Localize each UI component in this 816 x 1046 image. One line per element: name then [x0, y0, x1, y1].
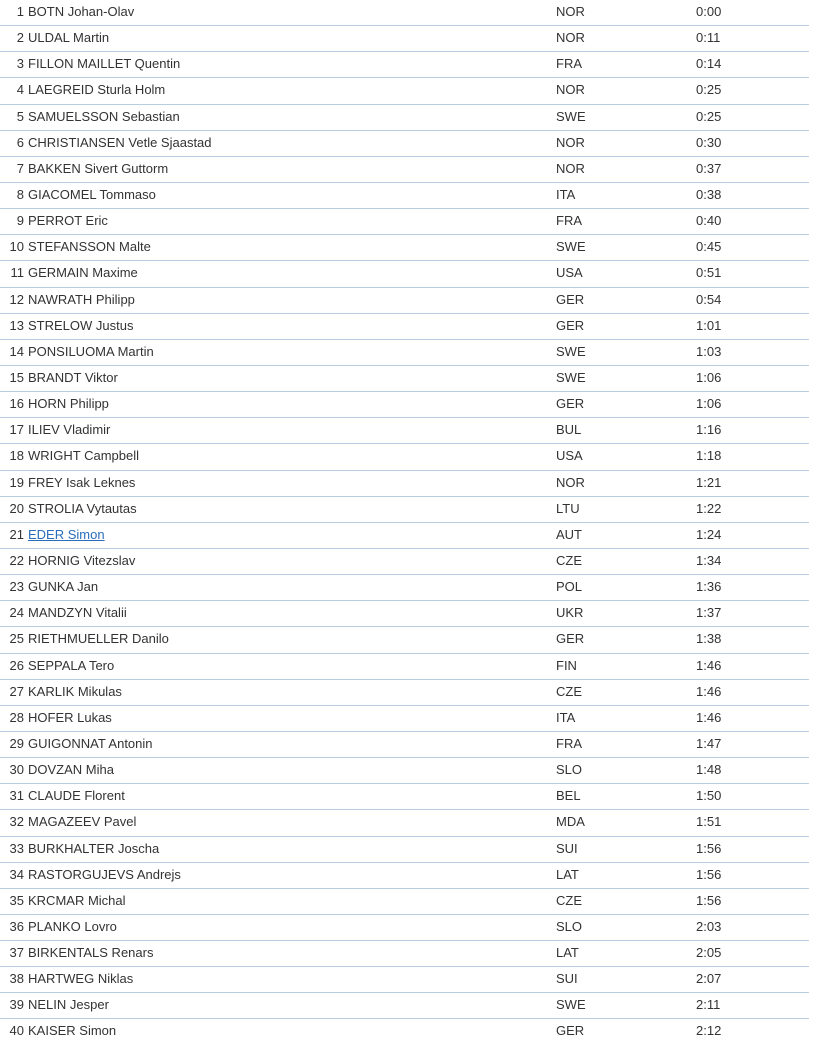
- athlete-name: MANDZYN Vitalii: [28, 605, 127, 621]
- athlete-name: GUIGONNAT Antonin: [28, 735, 153, 751]
- time-behind: 2:05: [696, 945, 722, 961]
- rank: 10: [9, 239, 24, 255]
- rank: 34: [9, 866, 24, 882]
- time-behind: 0:25: [696, 82, 722, 98]
- time-behind: 1:46: [696, 683, 722, 699]
- athlete-name: GUNKA Jan: [28, 579, 99, 595]
- result-row: [0, 0, 809, 26]
- rank: 33: [9, 840, 24, 856]
- result-row: [0, 131, 809, 157]
- nation-code: CZE: [556, 892, 582, 908]
- result-row: [0, 392, 809, 418]
- result-row: [0, 314, 809, 340]
- athlete-name: WRIGHT Campbell: [28, 448, 140, 464]
- time-behind: 1:38: [696, 631, 722, 647]
- nation-code: MDA: [556, 814, 585, 830]
- time-behind: 0:25: [696, 108, 722, 124]
- result-row: [0, 78, 809, 104]
- time-behind: 1:51: [696, 814, 722, 830]
- result-row: [0, 288, 809, 314]
- time-behind: 2:07: [696, 971, 722, 987]
- nation-code: LTU: [556, 500, 580, 516]
- athlete-name: HORNIG Vitezslav: [28, 552, 136, 568]
- time-behind: 1:22: [696, 500, 722, 516]
- time-behind: 0:00: [696, 4, 722, 19]
- rank: 20: [9, 500, 24, 516]
- athlete-name: NAWRATH Philipp: [28, 291, 135, 307]
- nation-code: GER: [556, 1023, 585, 1039]
- rank: 7: [16, 160, 24, 176]
- time-behind: 1:24: [696, 526, 722, 542]
- rank: 1: [16, 4, 24, 19]
- athlete-name: PONSILUOMA Martin: [28, 343, 154, 359]
- result-row: [0, 1019, 809, 1045]
- time-behind: 1:06: [696, 369, 722, 385]
- athlete-name: RASTORGUJEVS Andrejs: [28, 866, 181, 882]
- nation-code: POL: [556, 579, 583, 595]
- time-behind: 1:16: [696, 422, 722, 438]
- result-row: [0, 26, 809, 52]
- time-behind: 1:47: [696, 735, 722, 751]
- result-row: [0, 810, 809, 836]
- athlete-link[interactable]: EDER Simon: [28, 526, 105, 542]
- athlete-name: LAEGREID Sturla Holm: [28, 82, 166, 98]
- result-row: [0, 732, 809, 758]
- result-row: [0, 418, 809, 444]
- athlete-name: PERROT Eric: [28, 213, 108, 229]
- rank: 5: [16, 108, 24, 124]
- rank: 13: [9, 317, 24, 333]
- time-behind: 1:03: [696, 343, 722, 359]
- nation-code: SWE: [556, 343, 586, 359]
- rank: 22: [9, 552, 24, 568]
- athlete-name: [28, 523, 105, 547]
- rank: 14: [9, 343, 24, 359]
- athlete-name: SAMUELSSON Sebastian: [28, 108, 180, 124]
- rank: 23: [9, 579, 24, 595]
- rank: 9: [16, 213, 24, 229]
- nation-code: LAT: [556, 866, 579, 882]
- rank: 27: [9, 683, 24, 699]
- time-behind: 1:46: [696, 657, 722, 673]
- rank: 25: [9, 631, 24, 647]
- result-row: [0, 993, 809, 1019]
- nation-code: NOR: [556, 160, 585, 176]
- rank: 31: [9, 788, 24, 804]
- rank: 3: [16, 56, 24, 72]
- rank: 15: [9, 369, 24, 385]
- athlete-name: CLAUDE Florent: [28, 788, 125, 804]
- result-row: [0, 261, 809, 287]
- athlete-name: BURKHALTER Joscha: [28, 840, 160, 856]
- athlete-name: ILIEV Vladimir: [28, 422, 111, 438]
- athlete-name: MAGAZEEV Pavel: [28, 814, 137, 830]
- time-behind: 0:37: [696, 160, 722, 176]
- athlete-name: STRELOW Justus: [28, 317, 134, 333]
- time-behind: 1:18: [696, 448, 722, 464]
- nation-code: GER: [556, 631, 585, 647]
- rank: 36: [9, 918, 24, 934]
- rank: 39: [9, 997, 24, 1013]
- athlete-name: BRANDT Viktor: [28, 369, 118, 385]
- result-row: [0, 706, 809, 732]
- nation-code: FRA: [556, 213, 582, 229]
- rank: 32: [9, 814, 24, 830]
- nation-code: SWE: [556, 997, 586, 1013]
- nation-code: GER: [556, 291, 585, 307]
- time-behind: 2:12: [696, 1023, 722, 1039]
- rank: 40: [9, 1023, 24, 1039]
- time-behind: 0:14: [696, 56, 722, 72]
- result-row: [0, 863, 809, 889]
- result-row: [0, 105, 809, 131]
- rank: 29: [9, 735, 24, 751]
- time-behind: 2:11: [696, 997, 721, 1013]
- nation-code: BEL: [556, 788, 581, 804]
- rank: 28: [9, 709, 24, 725]
- result-row: [0, 758, 809, 784]
- result-row: [0, 471, 809, 497]
- rank: 35: [9, 892, 24, 908]
- time-behind: 0:40: [696, 213, 722, 229]
- athlete-name: BIRKENTALS Renars: [28, 945, 154, 961]
- athlete-name: CHRISTIANSEN Vetle Sjaastad: [28, 134, 212, 150]
- rank: 37: [9, 945, 24, 961]
- result-row: [0, 52, 809, 78]
- nation-code: NOR: [556, 82, 585, 98]
- result-row: [0, 157, 809, 183]
- rank: 24: [9, 605, 24, 621]
- time-behind: 0:30: [696, 134, 722, 150]
- rank: 16: [9, 396, 24, 412]
- rank: 8: [16, 186, 24, 202]
- rank: 17: [9, 422, 24, 438]
- time-behind: 1:36: [696, 579, 722, 595]
- rank: 38: [9, 971, 24, 987]
- result-row: [0, 941, 809, 967]
- time-behind: 1:56: [696, 892, 722, 908]
- nation-code: CZE: [556, 552, 582, 568]
- nation-code: NOR: [556, 30, 585, 46]
- nation-code: SUI: [556, 840, 578, 856]
- nation-code: SLO: [556, 762, 583, 778]
- nation-code: FRA: [556, 735, 582, 751]
- athlete-name: STROLIA Vytautas: [28, 500, 137, 516]
- rank: 4: [16, 82, 24, 98]
- result-row: [0, 601, 809, 627]
- result-row: [0, 444, 809, 470]
- nation-code: NOR: [556, 4, 585, 19]
- time-behind: 0:45: [696, 239, 722, 255]
- result-row: [0, 967, 809, 993]
- athlete-name: KAISER Simon: [28, 1023, 117, 1039]
- nation-code: NOR: [556, 474, 585, 490]
- time-behind: 1:21: [696, 474, 722, 490]
- nation-code: BUL: [556, 422, 582, 438]
- result-row: [0, 837, 809, 863]
- rank: 21: [9, 526, 24, 542]
- result-row: [0, 889, 809, 915]
- athlete-name: SEPPALA Tero: [28, 657, 115, 673]
- athlete-name: FREY Isak Leknes: [28, 474, 136, 490]
- result-row: [0, 575, 809, 601]
- result-row: [0, 627, 809, 653]
- nation-code: AUT: [556, 526, 582, 542]
- athlete-name: BAKKEN Sivert Guttorm: [28, 160, 169, 176]
- athlete-name: DOVZAN Miha: [28, 762, 114, 778]
- nation-code: FRA: [556, 56, 582, 72]
- nation-code: GER: [556, 396, 585, 412]
- athlete-name: HARTWEG Niklas: [28, 971, 134, 987]
- result-row: [0, 497, 809, 523]
- nation-code: SWE: [556, 239, 586, 255]
- athlete-name: GIACOMEL Tommaso: [28, 186, 156, 202]
- result-row: [0, 366, 809, 392]
- rank: 30: [9, 762, 24, 778]
- rank: 6: [16, 134, 24, 150]
- athlete-name: HORN Philipp: [28, 396, 109, 412]
- time-behind: 1:46: [696, 709, 722, 725]
- athlete-name: PLANKO Lovro: [28, 918, 117, 934]
- time-behind: 1:48: [696, 762, 722, 778]
- athlete-name: RIETHMUELLER Danilo: [28, 631, 169, 647]
- nation-code: ITA: [556, 186, 576, 202]
- result-row: [0, 680, 809, 706]
- nation-code: SLO: [556, 918, 583, 934]
- time-behind: 0:51: [696, 265, 722, 281]
- rank: 2: [16, 30, 24, 46]
- time-behind: 0:54: [696, 291, 722, 307]
- result-row: [0, 235, 809, 261]
- time-behind: 1:34: [696, 552, 722, 568]
- time-behind: 2:03: [696, 918, 722, 934]
- athlete-name: FILLON MAILLET Quentin: [28, 56, 181, 72]
- result-row: [0, 183, 809, 209]
- nation-code: FIN: [556, 657, 577, 673]
- result-row: [0, 549, 809, 575]
- rank: 26: [9, 657, 24, 673]
- time-behind: 0:11: [696, 30, 721, 46]
- nation-code: NOR: [556, 134, 585, 150]
- rank: 18: [9, 448, 24, 464]
- athlete-name: KRCMAR Michal: [28, 892, 126, 908]
- athlete-name: GERMAIN Maxime: [28, 265, 138, 281]
- result-row: [0, 654, 809, 680]
- nation-code: LAT: [556, 945, 579, 961]
- nation-code: SWE: [556, 369, 586, 385]
- athlete-name: BOTN Johan-Olav: [28, 4, 135, 19]
- nation-code: SWE: [556, 108, 586, 124]
- rank: 12: [9, 291, 24, 307]
- nation-code: UKR: [556, 605, 584, 621]
- athlete-name: HOFER Lukas: [28, 709, 112, 725]
- athlete-name: NELIN Jesper: [28, 997, 109, 1013]
- time-behind: 1:56: [696, 866, 722, 882]
- result-row: [0, 915, 809, 941]
- nation-code: USA: [556, 448, 583, 464]
- rank: 19: [9, 474, 24, 490]
- result-row: [0, 340, 809, 366]
- time-behind: 1:06: [696, 396, 722, 412]
- time-behind: 1:01: [696, 317, 722, 333]
- time-behind: 1:56: [696, 840, 722, 856]
- athlete-name: KARLIK Mikulas: [28, 683, 122, 699]
- time-behind: 1:37: [696, 605, 722, 621]
- result-row: [0, 784, 809, 810]
- athlete-name: ULDAL Martin: [28, 30, 110, 46]
- result-row: [0, 523, 809, 549]
- time-behind: 0:38: [696, 186, 722, 202]
- result-row: [0, 209, 809, 235]
- time-behind: 1:50: [696, 788, 722, 804]
- athlete-name: STEFANSSON Malte: [28, 239, 151, 255]
- nation-code: GER: [556, 317, 585, 333]
- nation-code: SUI: [556, 971, 578, 987]
- nation-code: CZE: [556, 683, 582, 699]
- nation-code: USA: [556, 265, 583, 281]
- nation-code: ITA: [556, 709, 576, 725]
- rank: 11: [10, 265, 24, 281]
